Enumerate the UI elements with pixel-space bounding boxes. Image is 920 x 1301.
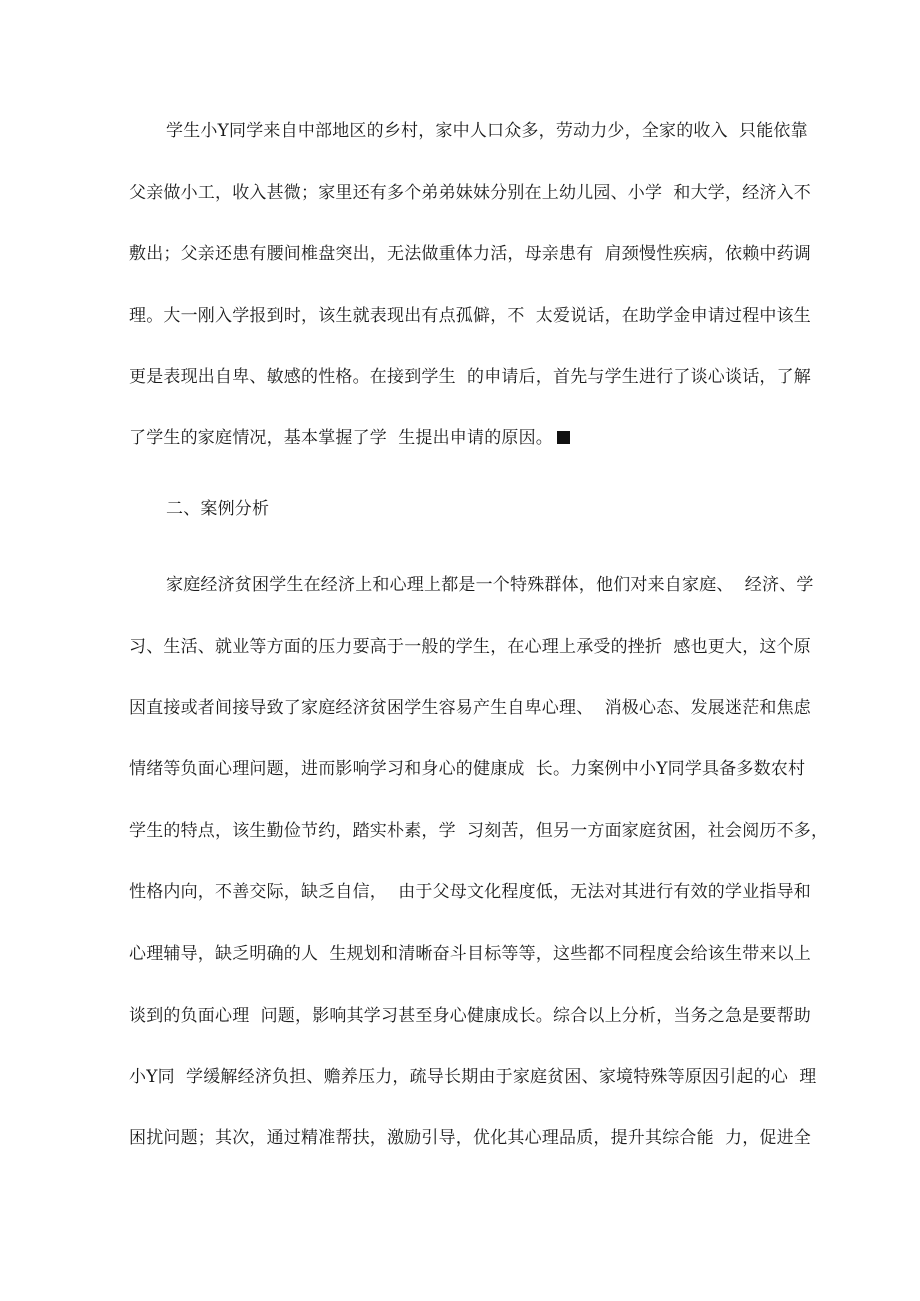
paragraph-text: 更是表现出自卑、敏感的性格。在接到学生 的申请后，首先与学生进行了谈心谈话，了解 xyxy=(129,367,812,387)
paragraph-text: 谈到的负面心理 问题，影响其学习甚至身心健康成长。综合以上分析，当务之急是要帮助 xyxy=(129,1006,812,1026)
paragraph-2-line-2 xyxy=(0,627,920,667)
paragraph-1-line-1 xyxy=(0,111,920,151)
end-square-mark xyxy=(557,431,570,444)
paragraph-text: 敷出；父亲还患有腰间椎盘突出，无法做重体力活，母亲患有 肩颈慢性疾病，依赖中药调 xyxy=(129,244,812,264)
paragraph-text: 父亲做小工，收入甚微；家里还有多个弟弟妹妹分别在上幼儿园、小学 和大学，经济入不 xyxy=(129,183,812,203)
paragraph-2-line-8 xyxy=(0,996,920,1036)
paragraph-text: 家庭经济贫困学生在经济上和心理上都是一个特殊群体，他们对来自家庭、 经济、学 xyxy=(166,575,814,595)
section-heading-2 xyxy=(0,489,920,529)
paragraph-1-line-3 xyxy=(0,234,920,274)
paragraph-2-line-9 xyxy=(0,1057,920,1097)
paragraph-text: 心理辅导，缺乏明确的人 生规划和清晰奋斗目标等等，这些都不同程度会给该生带来以上 xyxy=(129,944,812,964)
paragraph-text: 习、生活、就业等方面的压力要高于一般的学生，在心理上承受的挫折 感也更大，这个原 xyxy=(129,637,812,657)
paragraph-2-line-6 xyxy=(0,872,920,912)
paragraph-2-line-3 xyxy=(0,688,920,728)
paragraph-2-line-7 xyxy=(0,934,920,974)
paragraph-1-line-6 xyxy=(0,418,920,458)
section-heading-text: 二、案例分析 xyxy=(166,499,270,519)
paragraph-1-line-2 xyxy=(0,173,920,213)
paragraph-text: 学生的特点，该生勤俭节约，踏实朴素，学 习刻苦，但另一方面家庭贫困，社会阅历不多， xyxy=(129,821,829,841)
paragraph-text: 学生小Y同学来自中部地区的乡村，家中人口众多，劳动力少，全家的收入 只能依靠 xyxy=(166,121,808,141)
paragraph-text: 情绪等负面心理问题，进而影响学习和身心的健康成 长。力案例中小Y同学具备多数农村 xyxy=(129,759,806,779)
paragraph-text-wrap xyxy=(129,418,570,458)
paragraph-2-line-1 xyxy=(0,565,920,605)
paragraph-2-line-4 xyxy=(0,749,920,789)
paragraph-2-line-10 xyxy=(0,1118,920,1158)
paragraph-text: 因直接或者间接导致了家庭经济贫困学生容易产生自卑心理、 消极心态、发展迷茫和焦虑 xyxy=(129,698,812,718)
paragraph-text: 理。大一刚入学报到时，该生就表现出有点孤僻，不 太爱说话，在助学金申请过程中该生 xyxy=(129,306,812,326)
paragraph-text: 了学生的家庭情况，基本掌握了学 生提出申请的原因。 xyxy=(129,428,554,448)
paragraph-2-line-5 xyxy=(0,811,920,851)
paragraph-text: 困扰问题；其次，通过精准帮扶，激励引导，优化其心理品质，提升其综合能 力，促进全 xyxy=(129,1128,812,1148)
paragraph-1-line-5 xyxy=(0,357,920,397)
paragraph-text: 性格内向，不善交际，缺乏自信， 由于父母文化程度低，无法对其进行有效的学业指导和 xyxy=(129,882,812,902)
paragraph-text: 小Y同 学缓解经济负担、赡养压力，疏导长期由于家庭贫困、家境特殊等原因引起的心 理 xyxy=(129,1067,817,1087)
paragraph-1-line-4 xyxy=(0,296,920,336)
